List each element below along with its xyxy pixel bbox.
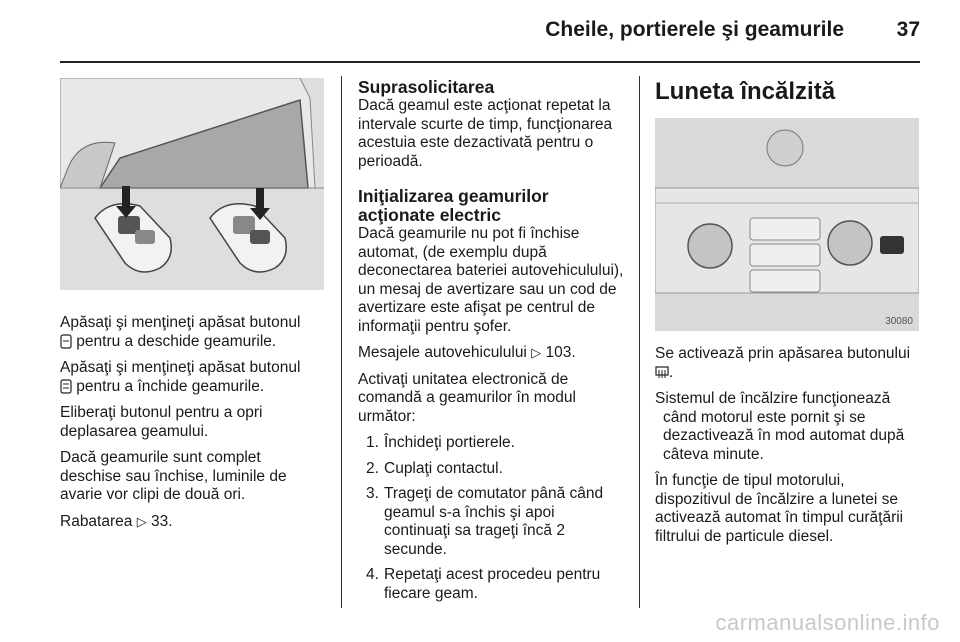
header-divider xyxy=(60,61,920,63)
list-item xyxy=(358,485,624,559)
paragraph-initialization: Dacă geamurile nu pot fi închise automat, (de exemplu după deconectarea bateriei autovehiculului), un mesaj de avertizare sau un cod de avertizare este afişat pe centrul de informaţii pentru şofer. xyxy=(358,225,624,335)
step-number: 3. xyxy=(366,485,379,502)
paragraph-diesel-filter: În funcţie de tipul motorului, dispozitivul de încălzire a lunetei se activează automat în timpul curăţării filtrului de particule diesel. xyxy=(655,472,904,545)
text-period: . xyxy=(669,363,674,381)
window-close-key-icon xyxy=(60,378,72,394)
reference-arrow-icon: ▷ xyxy=(531,345,542,360)
column-right xyxy=(655,78,921,554)
step-number: 4. xyxy=(366,566,379,583)
list-item xyxy=(358,566,624,603)
step-number: 1. xyxy=(366,434,379,451)
paragraph-hazard: Dacă geamurile sunt complet deschise sau închise, luminile de avarie vor clipi de două ori. xyxy=(60,449,287,503)
text-activation: Se activează prin apăsarea butonului xyxy=(655,345,911,362)
page-reference[interactable]: 103. xyxy=(545,344,576,361)
climate-panel-illustration xyxy=(655,118,919,331)
list-item xyxy=(358,460,624,479)
step-text: Închideţi portierele. xyxy=(384,434,515,451)
heading-overload: Suprasolicitarea xyxy=(358,77,495,97)
paragraph-vehicle-messages xyxy=(358,344,624,363)
key-window-illustration xyxy=(60,78,324,290)
text-open-windows: pentru a deschide geamurile. xyxy=(72,332,277,350)
text-lead: Apăsaţi şi menţineţi apăsat butonul xyxy=(60,314,301,331)
paragraph-close-windows xyxy=(60,359,324,396)
figure-code: 30080 xyxy=(885,316,913,327)
text-lead: Mesajele autovehiculului xyxy=(358,344,527,361)
section-title: Luneta încălzită xyxy=(655,78,836,105)
paragraph-heater-operation: Sistemul de încălzire funcţionează când motorul este pornit şi se dezactivează în mod automat după câteva minute. xyxy=(655,390,905,463)
climate-control-panel-image xyxy=(655,118,919,331)
column-left xyxy=(60,78,324,539)
window-open-key-icon xyxy=(60,333,72,349)
reference-arrow-icon: ▷ xyxy=(136,513,147,529)
step-text: Cuplaţi contactul. xyxy=(384,459,503,477)
paragraph-activate: Activaţi unitatea electronică de comandă a geamurilor în modul următor: xyxy=(358,370,576,425)
step-text: Trageţi de comutator până când geamul s-a închis şi apoi continuaţi sa trageţi încă 2 secunde. xyxy=(384,485,604,558)
paragraph-overload: Dacă geamul este acţionat repetat la intervale scurte de timp, funcţionarea acestuia este dezactivată pentru o perioadă. xyxy=(358,97,613,170)
column-middle xyxy=(358,78,624,610)
car-key-illustration xyxy=(60,78,324,290)
text-lead: Rabatarea xyxy=(60,512,133,530)
steps-list xyxy=(358,434,624,603)
paragraph-activation xyxy=(655,345,921,382)
text-close-windows: pentru a închide geamurile. xyxy=(72,377,265,395)
paragraph-open-windows xyxy=(60,314,324,351)
text-lead: Apăsaţi şi menţineţi apăsat butonul xyxy=(60,359,301,376)
column-divider xyxy=(639,76,640,608)
page-number: 37 xyxy=(896,18,920,41)
page-reference[interactable]: 33. xyxy=(151,512,173,530)
page-title: Cheile, portierele şi geamurile xyxy=(545,18,844,41)
paragraph-release: Eliberaţi butonul pentru a opri deplasarea geamului. xyxy=(60,404,263,440)
watermark: carmanualsonline.info xyxy=(715,610,940,635)
rear-window-heater-icon xyxy=(655,364,669,380)
list-item xyxy=(358,434,624,453)
step-text: Repetaţi acest procedeu pentru fiecare geam. xyxy=(384,566,601,602)
column-divider xyxy=(341,76,342,608)
step-number: 2. xyxy=(366,459,379,477)
heading-initialization: Iniţializarea geamurilor acţionate electric xyxy=(358,186,549,225)
paragraph-folding-ref xyxy=(60,513,324,532)
page-header xyxy=(60,14,920,62)
